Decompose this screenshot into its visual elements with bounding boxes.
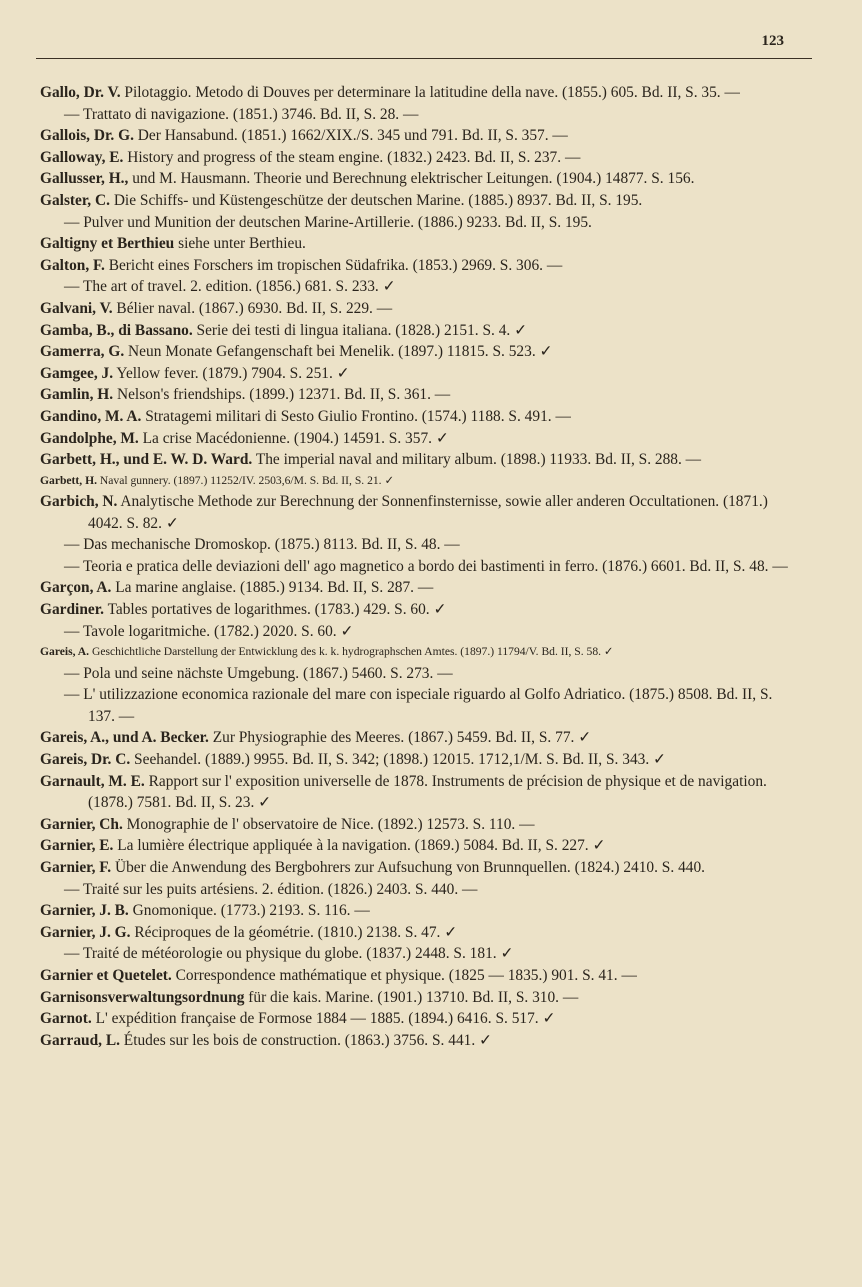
entry-author: — <box>64 622 83 640</box>
index-entry <box>40 621 802 643</box>
entry-text: Zur Physiographie des Meeres. (1867.) 5459. Bd. II, S. 77. ✓ <box>208 729 592 747</box>
entry-author: Gamerra, G. <box>40 343 125 361</box>
index-entry <box>40 1008 802 1030</box>
entry-text: Tavole logaritmiche. (1782.) 2020. S. 60. ✓ <box>82 622 354 640</box>
index-entry <box>40 384 802 406</box>
entry-text: Nelson's friendships. (1899.) 12371. Bd. II, S. 361. — <box>113 386 451 404</box>
entry-author: Garnier, J. B. <box>40 902 129 920</box>
index-entry <box>40 642 802 662</box>
index-entry <box>40 406 802 428</box>
entry-text: Traité sur les puits artésiens. 2. édition. (1826.) 2403. S. 440. — <box>82 880 478 898</box>
entry-author: Gareis, A. <box>40 645 90 659</box>
index-entry <box>40 341 802 363</box>
entry-author: — <box>64 664 84 682</box>
index-entry <box>40 428 802 450</box>
index-entry <box>40 168 802 190</box>
entry-text: The imperial naval and military album. (1898.) 11933. Bd. II, S. 288. — <box>252 451 702 469</box>
index-entry <box>40 857 802 879</box>
entry-author: Garnot. <box>40 1010 92 1028</box>
entry-author: Gallois, Dr. G. <box>40 127 134 145</box>
entry-author: Garbich, N. <box>40 493 118 511</box>
entry-author: Garbett, H. <box>40 473 97 487</box>
index-entry <box>40 943 802 965</box>
entry-author: — <box>64 557 83 575</box>
entry-text: Naval gunnery. (1897.) 11252/IV. 2503,6/M. S. Bd. II, S. 21. ✓ <box>97 473 395 487</box>
entry-author: Gamlin, H. <box>40 386 114 404</box>
index-entry <box>40 276 802 298</box>
entry-author: Garnier, F. <box>40 859 112 876</box>
index-entry <box>40 879 802 901</box>
index-entry <box>40 147 802 169</box>
entry-author: Gandino, M. A. <box>40 407 142 425</box>
entry-author: Garnisonsverwaltungsordnung <box>40 988 245 1006</box>
entry-text: La crise Macédonienne. (1904.) 14591. S. 357. ✓ <box>138 429 449 447</box>
entry-text: Rapport sur l' exposition universelle de 1878. Instruments de précision de physique et de navigation. (1878.) 7581. Bd. II, S. 23. ✓ <box>88 772 767 812</box>
header-rule <box>36 58 812 59</box>
entry-text: Serie dei testi di lingua italiana. (1828.) 2151. S. 4. ✓ <box>192 321 528 339</box>
index-entry <box>40 1030 802 1052</box>
entry-text: Neun Monate Gefangenschaft bei Menelik. (1897.) 11815. S. 523. ✓ <box>124 343 553 361</box>
index-entry <box>40 534 802 556</box>
index-entry <box>40 491 802 534</box>
entry-author: — <box>64 278 83 296</box>
entry-author: — <box>64 945 83 963</box>
page-number: 123 <box>761 33 784 49</box>
entry-text: Trattato di navigazione. (1851.) 3746. Bd. II, S. 28. — <box>82 105 419 123</box>
entry-text: The art of travel. 2. edition. (1856.) 681. S. 233. ✓ <box>82 278 396 296</box>
entry-author: Gallusser, H., <box>40 170 129 188</box>
entry-author: Gareis, Dr. C. <box>40 751 131 769</box>
entry-author: — <box>64 880 83 898</box>
entry-author: Gareis, A., und A. Becker. <box>40 729 209 747</box>
entry-text: Teoria e pratica delle deviazioni dell' ago magnetico a bordo dei bastimenti in ferro. (1876.) 6601. Bd. II, S. 48. — <box>82 557 788 575</box>
entry-text: und M. Hausmann. Theorie und Berechnung elektrischer Leitungen. (1904.) 14877. S. 156. <box>128 170 695 188</box>
index-entry <box>40 835 802 857</box>
entry-author: Garbett, H., und E. W. D. Ward. <box>40 451 253 469</box>
entry-text: Correspondence mathématique et physique. (1825 — 1835.) 901. S. 41. — <box>171 966 637 984</box>
entry-author: Gardiner. <box>40 601 104 619</box>
entry-author: Gallo, Dr. V. <box>40 84 121 101</box>
entry-text: Études sur les bois de construction. (1863.) 3756. S. 441. ✓ <box>119 1031 492 1049</box>
entry-text: Der Hansabund. (1851.) 1662/XIX./S. 345 und 791. Bd. II, S. 357. — <box>133 127 568 145</box>
index-entry <box>40 900 802 922</box>
entry-author: — <box>64 536 84 554</box>
entry-text: L' expédition française de Formose 1884 — 1885. (1894.) 6416. S. 517. ✓ <box>91 1010 556 1028</box>
entry-author: Galvani, V. <box>40 299 113 317</box>
entry-text: Analytische Methode zur Berechnung der Sonnenfinsternisse, sowie aller anderen Occultationen. (1871.) 4042. S. 82. ✓ <box>88 493 768 532</box>
entry-text: La marine anglaise. (1885.) 9134. Bd. II, S. 287. — <box>111 579 434 597</box>
entry-author: Garraud, L. <box>40 1031 120 1049</box>
entry-text: Pulver und Munition der deutschen Marine-Artillerie. (1886.) 9233. Bd. II, S. 195. <box>83 213 592 231</box>
entry-author: Galtigny et Berthieu <box>40 235 175 253</box>
entry-text: Über die Anwendung des Bergbohrers zur Aufsuchung von Brunnquellen. (1824.) 2410. S. 440. <box>111 859 706 876</box>
entry-list <box>40 82 802 1051</box>
index-entry <box>40 599 802 621</box>
entry-author: Galster, C. <box>40 191 110 209</box>
index-entry <box>40 233 802 255</box>
entry-author: Garnier et Quetelet. <box>40 966 172 984</box>
entry-text: siehe unter Berthieu. <box>174 235 306 253</box>
entry-text: Pilotaggio. Metodo di Douves per determinare la latitudine della nave. (1855.) 605. Bd. II, S. 35. — <box>120 84 740 101</box>
index-entry <box>40 577 802 599</box>
index-entry <box>40 125 802 147</box>
entry-text: Seehandel. (1889.) 9955. Bd. II, S. 342; (1898.) 12015. 1712,1/M. S. Bd. II, S. 343. ✓ <box>130 751 666 769</box>
entry-text: Bélier naval. (1867.) 6930. Bd. II, S. 229. — <box>112 299 393 317</box>
entry-author: Garnier, J. G. <box>40 923 131 941</box>
index-entry <box>40 922 802 944</box>
index-entry <box>40 684 802 727</box>
index-entry <box>40 104 802 126</box>
entry-author: Garnier, E. <box>40 837 114 855</box>
index-entry <box>40 190 802 212</box>
entry-author: Galloway, E. <box>40 148 124 166</box>
index-entry <box>40 663 802 685</box>
entry-text: Stratagemi militari di Sesto Giulio Frontino. (1574.) 1188. S. 491. — <box>141 407 571 425</box>
index-entry <box>40 727 802 749</box>
entry-author: Gandolphe, M. <box>40 429 139 447</box>
index-entry <box>40 363 802 385</box>
entry-text: Réciproques de la géométrie. (1810.) 2138. S. 47. ✓ <box>130 923 458 941</box>
index-entry <box>40 449 802 471</box>
entry-text: History and progress of the steam engine. (1832.) 2423. Bd. II, S. 237. — <box>123 148 581 166</box>
index-entry <box>40 965 802 987</box>
entry-author: — <box>64 686 84 704</box>
index-entry <box>40 82 802 104</box>
entry-text: Gnomonique. (1773.) 2193. S. 116. — <box>128 902 370 920</box>
index-entry <box>40 298 802 320</box>
entry-text: Bericht eines Forschers im tropischen Südafrika. (1853.) 2969. S. 306. — <box>104 256 563 274</box>
entry-author: Gamgee, J. <box>40 364 114 382</box>
entry-author: Galton, F. <box>40 256 105 274</box>
index-entry <box>40 987 802 1009</box>
index-entry <box>40 471 802 491</box>
index-entry <box>40 255 802 277</box>
entry-author: Garnault, M. E. <box>40 772 145 790</box>
entry-text: Traité de météorologie ou physique du globe. (1837.) 2448. S. 181. ✓ <box>82 945 514 963</box>
entry-author: — <box>64 213 84 231</box>
entry-author: — <box>64 105 83 123</box>
entry-text: Das mechanische Dromoskop. (1875.) 8113. Bd. II, S. 48. — <box>83 536 460 554</box>
index-entry <box>40 320 802 342</box>
index-entry <box>40 749 802 771</box>
entry-text: für die kais. Marine. (1901.) 13710. Bd. II, S. 310. — <box>244 988 579 1006</box>
entry-text: Die Schiffs- und Küstengeschütze der deutschen Marine. (1885.) 8937. Bd. II, S. 195. <box>109 191 643 209</box>
entry-text: Tables portatives de logarithmes. (1783.) 429. S. 60. ✓ <box>104 601 447 619</box>
entry-author: Gamba, B., di Bassano. <box>40 321 193 339</box>
entry-text: Geschichtliche Darstellung der Entwicklung des k. k. hydrographschen Amtes. (1897.) 11794/V. Bd. II, S. 58. ✓ <box>89 645 614 659</box>
entry-text: Pola und seine nächste Umgebung. (1867.) 5460. S. 273. — <box>83 664 453 682</box>
entry-author: Garnier, Ch. <box>40 815 123 833</box>
entry-text: La lumière électrique appliquée à la navigation. (1869.) 5084. Bd. II, S. 227. ✓ <box>113 837 606 855</box>
entry-text: Monographie de l' observatoire de Nice. (1892.) 12573. S. 110. — <box>122 815 535 833</box>
index-entry <box>40 212 802 234</box>
index-entry <box>40 771 802 814</box>
index-entry <box>40 556 802 578</box>
entry-text: L' utilizzazione economica razionale del mare con ispeciale riguardo al Golfo Adriatico. (1875.) 8508. Bd. II, S. 137. — <box>83 686 773 725</box>
index-entry <box>40 814 802 836</box>
entry-text: Yellow fever. (1879.) 7904. S. 251. ✓ <box>113 364 350 382</box>
entry-author: Garçon, A. <box>40 579 112 597</box>
